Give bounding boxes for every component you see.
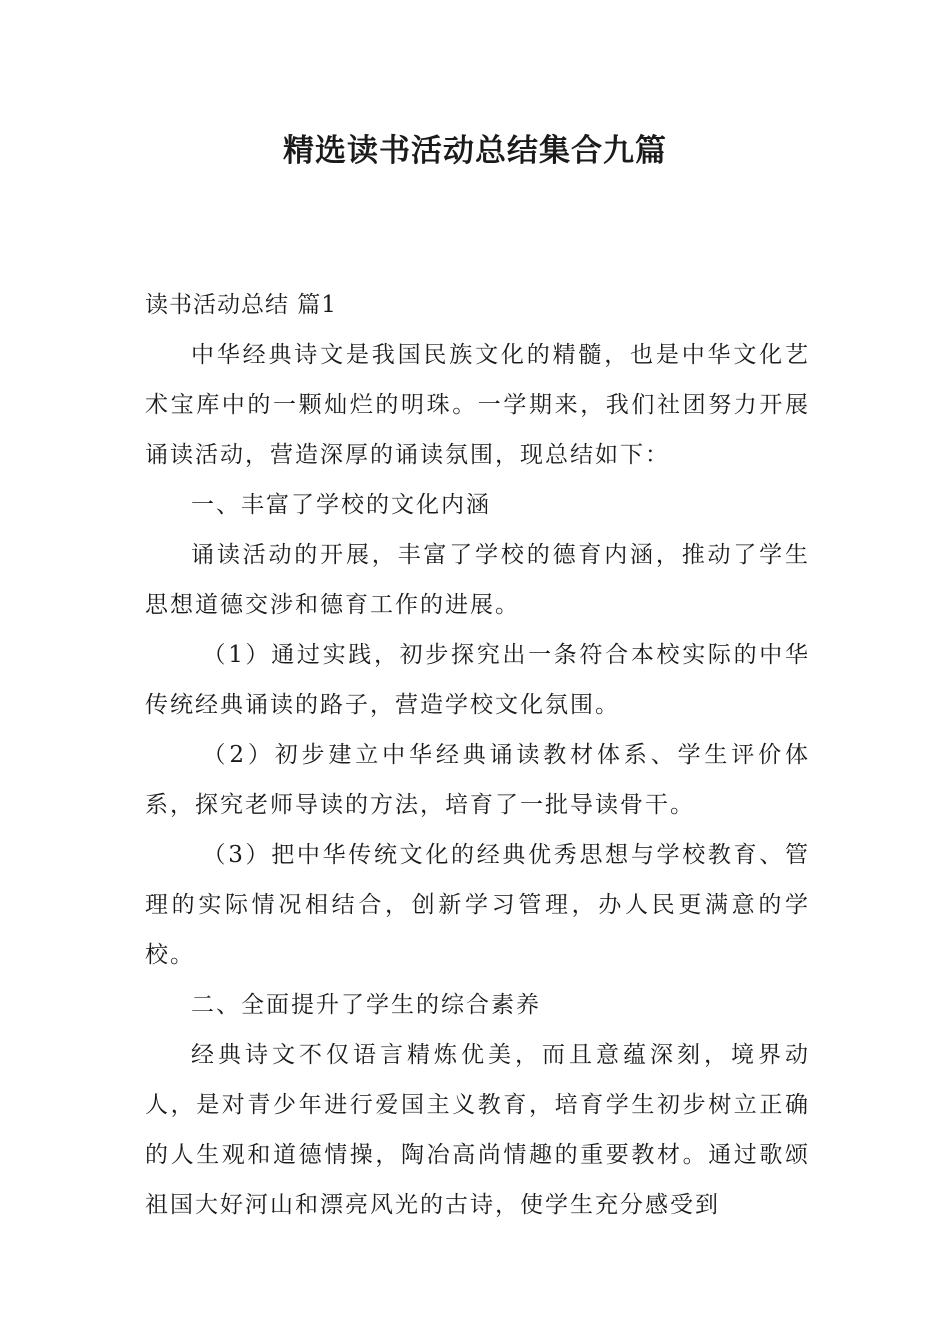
section-heading: 读书活动总结 篇1 (145, 292, 337, 318)
document-body (145, 280, 810, 1230)
subheading-two: 二、全面提升了学生的综合素养 (191, 992, 541, 1018)
paragraph-two: 经典诗文不仅语言精炼优美，而且意蕴深刻，境界动人，是对青少年进行爱国主义教育，培育学生初步树立正确的人生观和道德情操，陶冶高尚情趣的重要教材。通过歌颂祖国大好河山和漂亮风光的古诗，使学生充分感受到 (145, 1042, 810, 1218)
document-title: 精选读书活动总结集合九篇 (283, 133, 667, 169)
list-item-3: （3）把中华传统文化的经典优秀思想与学校教育、管理的实际情况相结合，创新学习管理，办人民更满意的学校。 (145, 842, 810, 968)
subheading-one: 一、丰富了学校的文化内涵 (191, 492, 491, 518)
list-item-2: （2）初步建立中华经典诵读教材体系、学生评价体系，探究老师导读的方法，培育了一批导读骨干。 (145, 742, 810, 818)
paragraph-one: 诵读活动的开展，丰富了学校的德育内涵，推动了学生思想道德交涉和德育工作的进展。 (145, 542, 810, 618)
paragraph-intro: 中华经典诗文是我国民族文化的精髓，也是中华文化艺术宝库中的一颗灿烂的明珠。一学期来，我们社团努力开展诵读活动，营造深厚的诵读氛围，现总结如下： (145, 342, 810, 468)
list-item-1: （1）通过实践，初步探究出一条符合本校实际的中华传统经典诵读的路子，营造学校文化氛围。 (145, 642, 810, 718)
